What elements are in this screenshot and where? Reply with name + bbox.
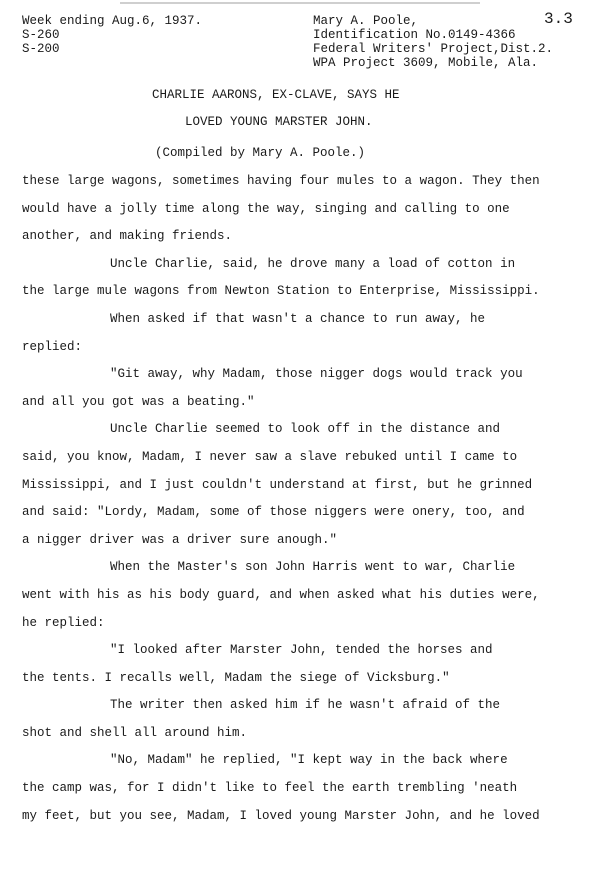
title-line-2: LOVED YOUNG MARSTER JOHN. (185, 115, 373, 129)
code-line-2: S-200 (22, 42, 60, 56)
body-line: "Git away, why Madam, those nigger dogs would track you (110, 367, 523, 382)
body-line: When the Master's son John Harris went to war, Charlie (110, 560, 516, 575)
author-line: Mary A. Poole, (313, 14, 419, 28)
body-line: "I looked after Marster John, tended the horses and (110, 643, 493, 658)
body-line: said, you know, Madam, I never saw a slave rebuked until I came to (22, 449, 518, 464)
body-line: the camp was, for I didn't like to feel the earth trembling 'neath (22, 781, 518, 796)
body-line: these large wagons, sometimes having four mules to a wagon. They then (22, 174, 540, 188)
body-line: the large mule wagons from Newton Station to Enterprise, Mississippi. (22, 284, 540, 299)
title-line-1: CHARLIE AARONS, EX-CLAVE, SAYS HE (152, 88, 400, 102)
body-line: and said: "Lordy, Madam, some of those niggers were onery, too, and (22, 505, 525, 520)
code-line-1: S-260 (22, 28, 60, 42)
body-line: "No, Madam" he replied, "I kept way in the back where (110, 753, 508, 768)
compiled-by-line: (Compiled by Mary A. Poole.) (155, 146, 366, 160)
body-line: When asked if that wasn't a chance to run away, he (110, 311, 486, 326)
identification-line: Identification No.0149-4366 (313, 28, 516, 42)
body-line: he replied: (22, 615, 105, 630)
wpa-line: WPA Project 3609, Mobile, Ala. (313, 56, 539, 70)
body-line: a nigger driver was a driver sure anough." (22, 532, 338, 547)
body-line: Uncle Charlie, said, he drove many a load of cotton in (110, 256, 516, 271)
page-number: 3.3 (544, 10, 573, 28)
body-line: The writer then asked him if he wasn't afraid of the (110, 698, 501, 713)
body-line: another, and making friends. (22, 229, 233, 244)
header-right-block (313, 14, 553, 70)
body-line: the tents. I recalls well, Madam the siege of Vicksburg." (22, 670, 450, 685)
body-line: Uncle Charlie seemed to look off in the distance and (110, 422, 501, 437)
project-line: Federal Writers' Project,Dist.2. (313, 42, 554, 56)
week-ending-line: Week ending Aug.6, 1937. (22, 14, 203, 28)
top-divider (120, 2, 480, 4)
body-line: my feet, but you see, Madam, I loved young Marster John, and he loved (22, 808, 540, 823)
body-line: shot and shell all around him. (22, 725, 248, 740)
body-line: and all you got was a beating." (22, 394, 255, 409)
body-line: went with his as his body guard, and when asked what his duties were, (22, 587, 540, 602)
body-line: replied: (22, 339, 83, 354)
body-text (22, 168, 582, 830)
body-line: Mississippi, and I just couldn't understand at first, but he grinned (22, 477, 533, 492)
header-left-block (22, 14, 202, 56)
body-line: would have a jolly time along the way, singing and calling to one (22, 201, 510, 216)
